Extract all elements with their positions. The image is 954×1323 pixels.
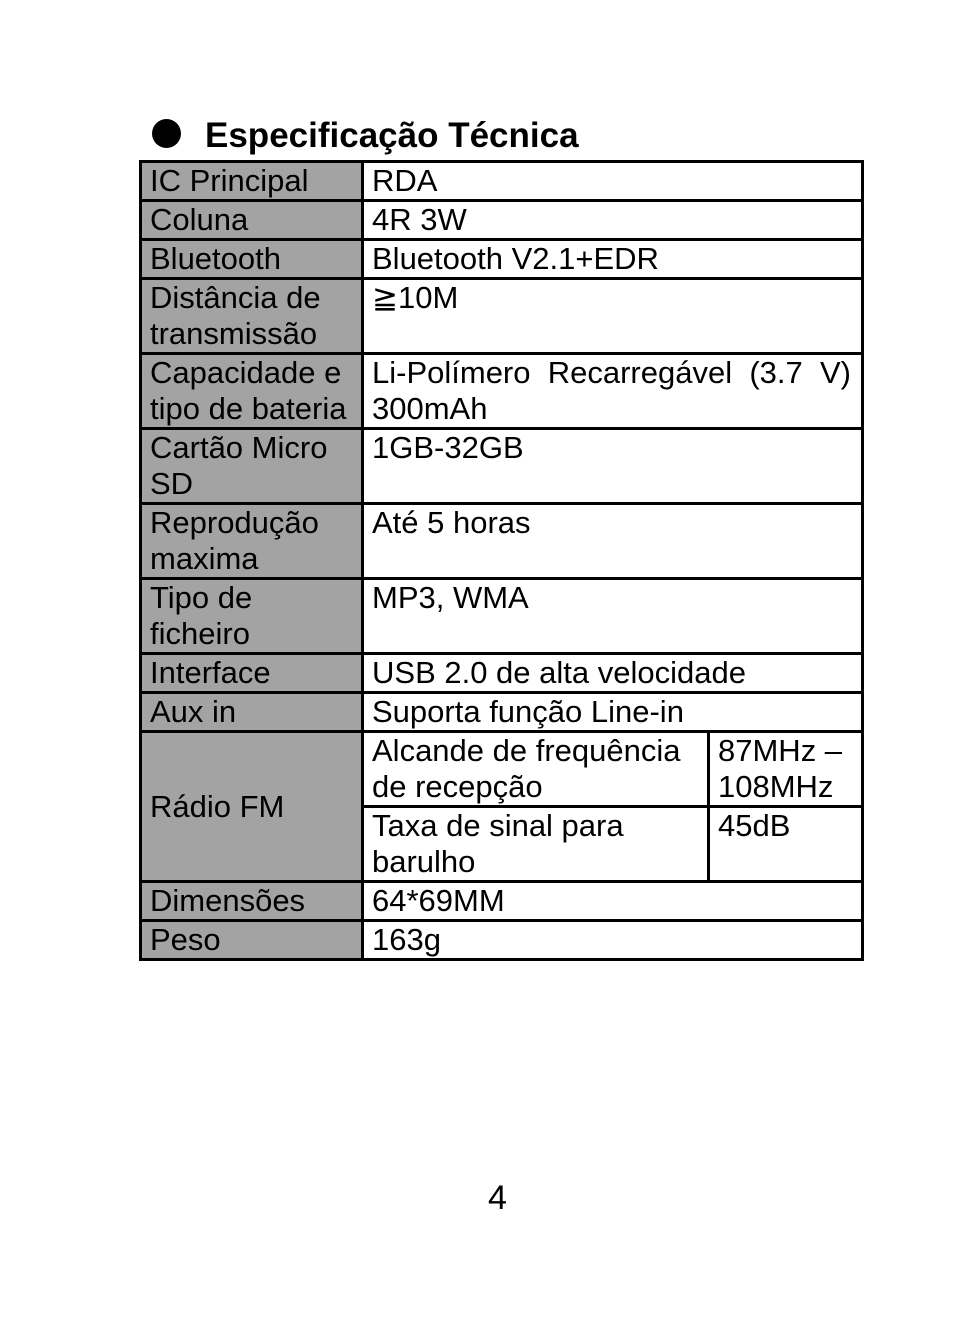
spec-label: Tipo de ficheiro xyxy=(141,579,363,654)
spec-label: Coluna xyxy=(141,201,363,240)
table-row xyxy=(141,579,863,654)
table-row xyxy=(141,654,863,693)
table-row xyxy=(141,201,863,240)
spec-value: Até 5 horas xyxy=(363,504,863,579)
table-row xyxy=(141,921,863,960)
spec-value: USB 2.0 de alta velocidade xyxy=(363,654,863,693)
spec-label: IC Principal xyxy=(141,162,363,201)
table-row xyxy=(141,429,863,504)
table-row xyxy=(141,693,863,732)
spec-value: ≧10M xyxy=(363,279,863,354)
spec-subvalue: 87MHz – 108MHz xyxy=(709,732,863,807)
table-row xyxy=(141,732,863,807)
table-row xyxy=(141,882,863,921)
spec-label: Rádio FM xyxy=(141,732,363,882)
spec-label: Interface xyxy=(141,654,363,693)
spec-label: Aux in xyxy=(141,693,363,732)
table-row xyxy=(141,162,863,201)
spec-label: Cartão Micro SD xyxy=(141,429,363,504)
spec-label: Dimensões xyxy=(141,882,363,921)
spec-value: MP3, WMA xyxy=(363,579,863,654)
spec-label: Capacidade e tipo de bateria xyxy=(141,354,363,429)
section-title: Especificação Técnica xyxy=(205,116,579,155)
spec-subvalue: 45dB xyxy=(709,807,863,882)
spec-value: Suporta função Line-in xyxy=(363,693,863,732)
spec-value: Bluetooth V2.1+EDR xyxy=(363,240,863,279)
spec-value: Li-Polímero Recarregável (3.7 V) 300mAh xyxy=(363,354,863,429)
spec-value: 4R 3W xyxy=(363,201,863,240)
spec-label: Peso xyxy=(141,921,363,960)
spec-subname: Alcande de frequência de recepção xyxy=(363,732,709,807)
spec-value: RDA xyxy=(363,162,863,201)
table-row xyxy=(141,240,863,279)
spec-table xyxy=(139,160,864,961)
table-row xyxy=(141,504,863,579)
table-row xyxy=(141,279,863,354)
spec-value: 163g xyxy=(363,921,863,960)
spec-label: Distância de transmissão xyxy=(141,279,363,354)
spec-label: Bluetooth xyxy=(141,240,363,279)
bullet-icon xyxy=(152,119,181,148)
spec-value: 1GB-32GB xyxy=(363,429,863,504)
spec-value: 64*69MM xyxy=(363,882,863,921)
spec-label: Reprodução maxima xyxy=(141,504,363,579)
page-number: 4 xyxy=(488,1179,507,1217)
spec-subname: Taxa de sinal para barulho xyxy=(363,807,709,882)
table-row xyxy=(141,354,863,429)
